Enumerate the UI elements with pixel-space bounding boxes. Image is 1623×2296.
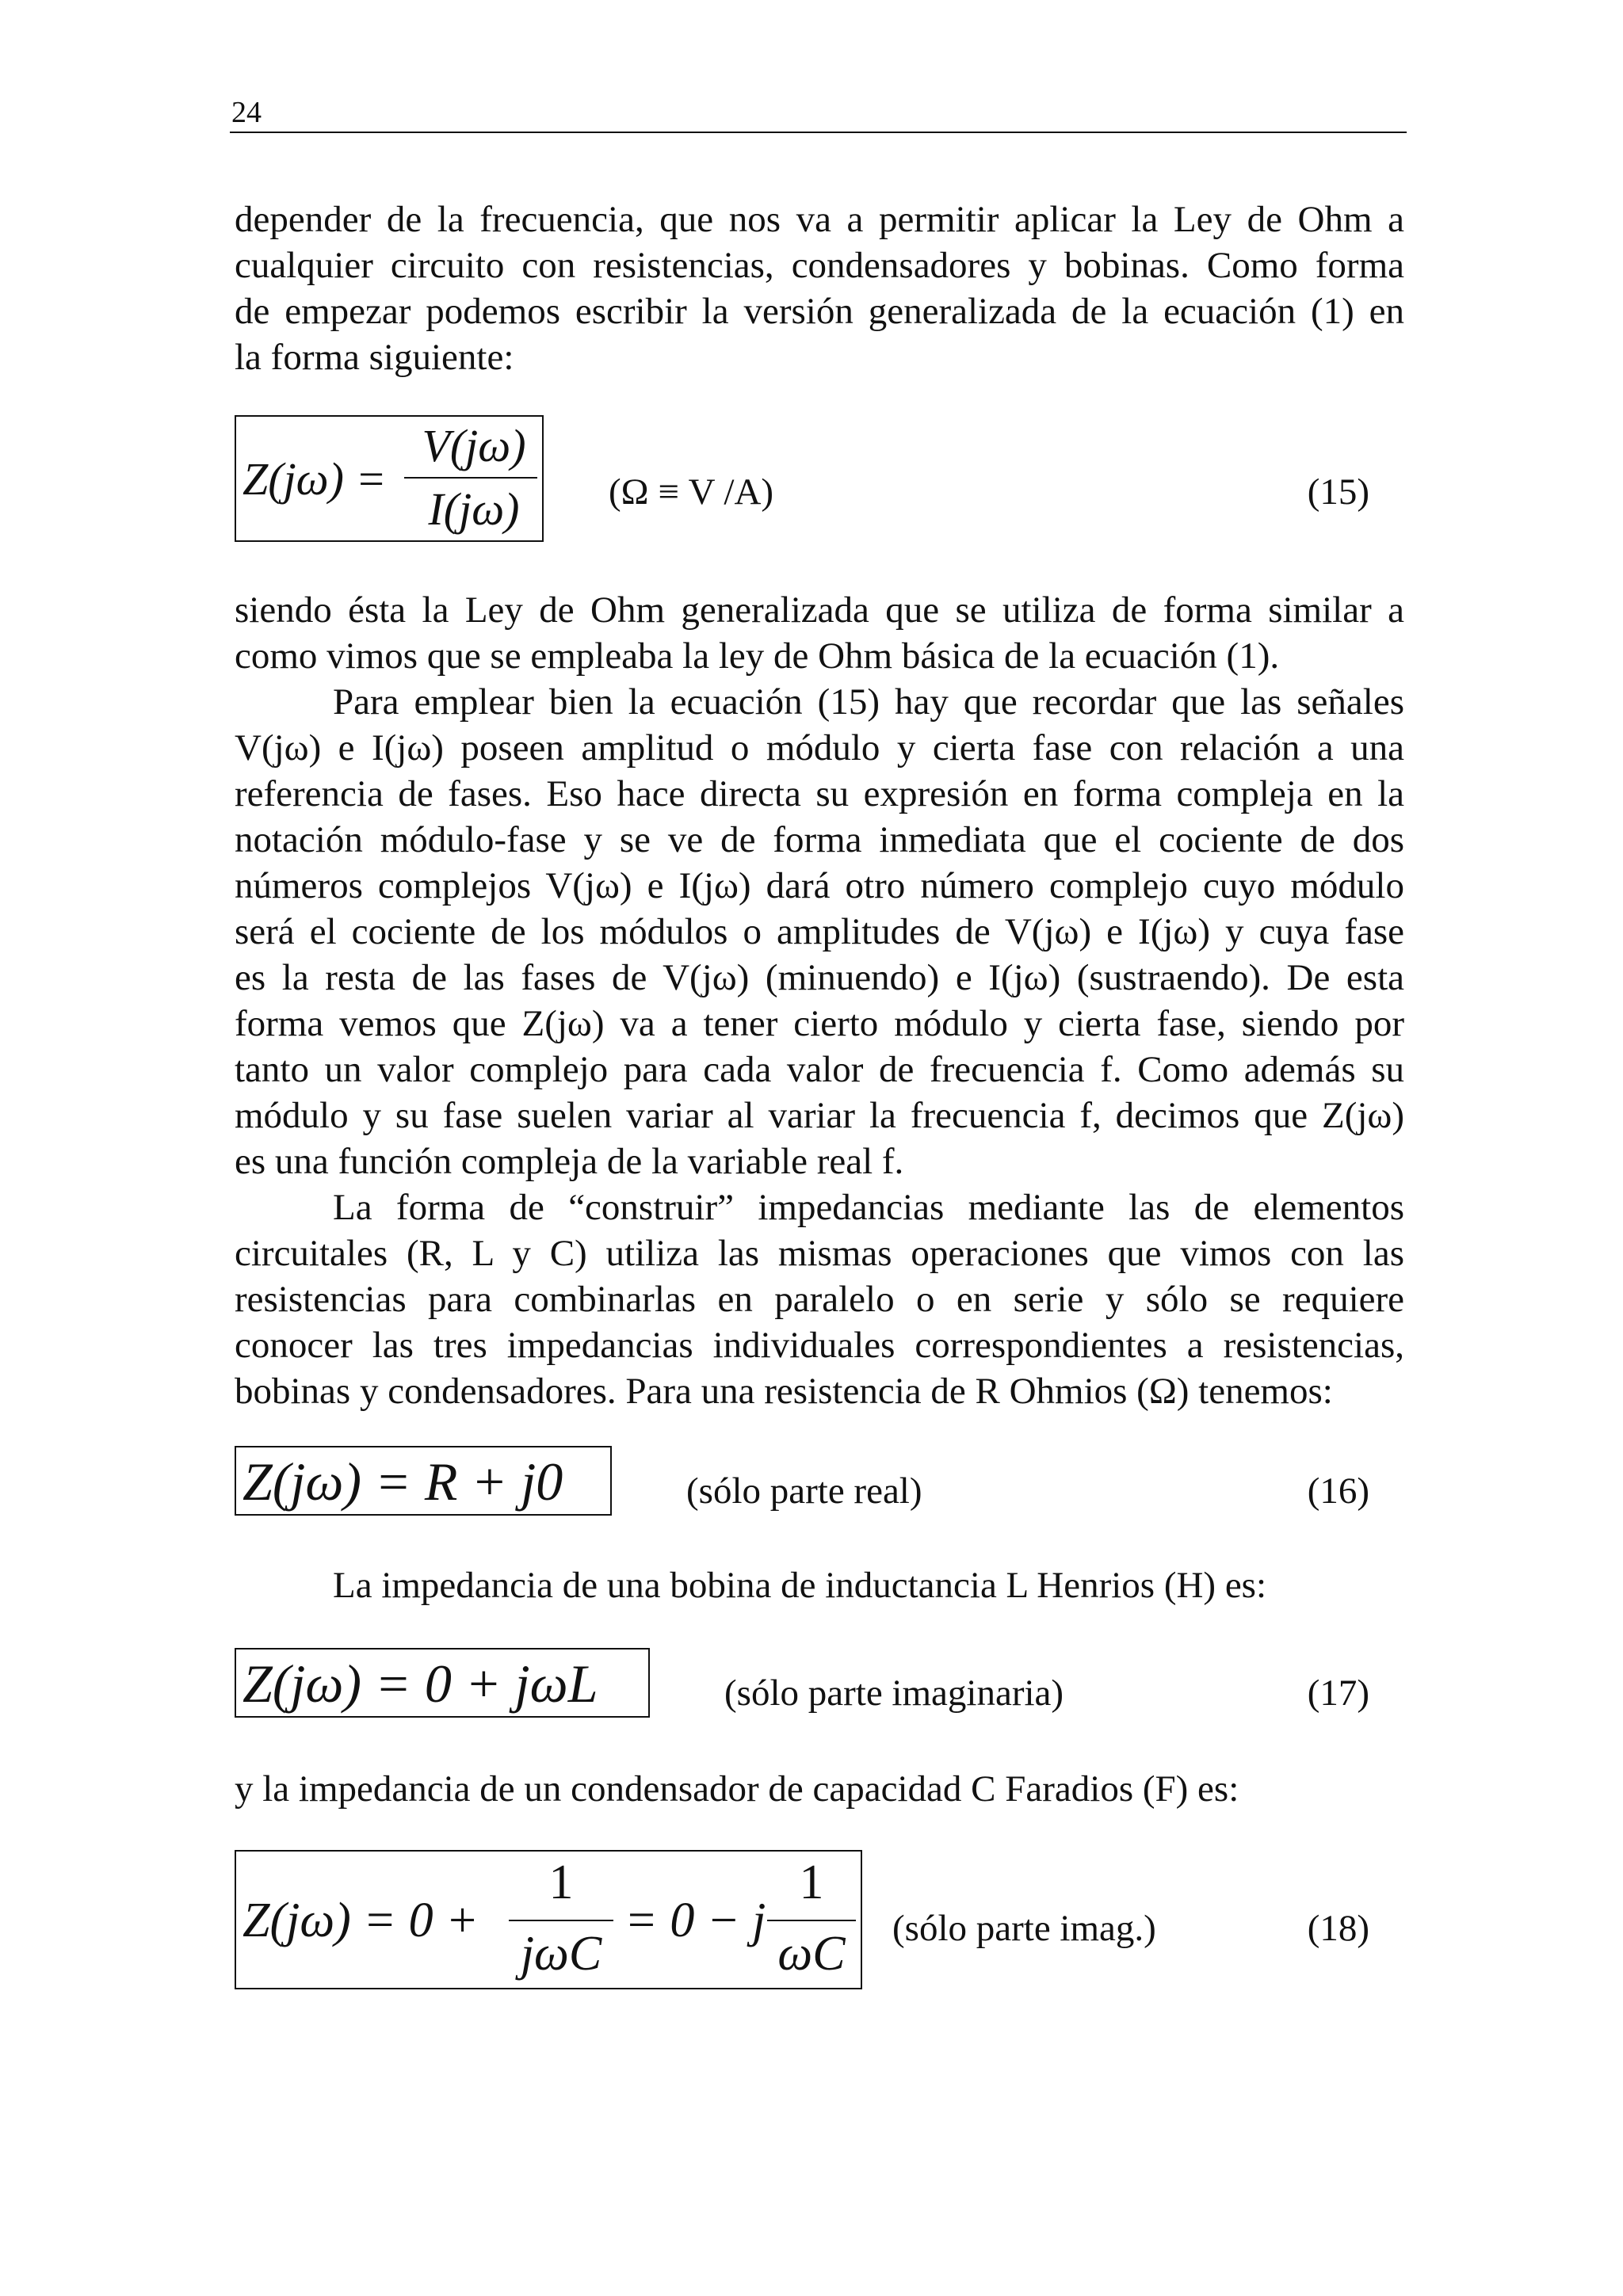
equation-17-formula: Z(jω) = 0 + jωL bbox=[242, 1653, 598, 1714]
paragraph-3 bbox=[235, 679, 1404, 1184]
text-line: bobinas y condensadores. Para una resistencia de R Ohmios (Ω) tenemos: bbox=[235, 1371, 1333, 1412]
equation-15-box bbox=[235, 415, 544, 542]
text-line: números complejos V(jω) e I(jω) dará otro número complejo cuyo módulo bbox=[235, 865, 1404, 906]
equation-18-number: (18) bbox=[1307, 1908, 1369, 1949]
equation-18-middle: = 0 − j bbox=[624, 1894, 766, 1947]
equation-17-note: (sólo parte imaginaria) bbox=[724, 1672, 1064, 1714]
paragraph-2 bbox=[235, 587, 1404, 679]
equation-17-box bbox=[235, 1648, 650, 1718]
equation-18-fraction2-numerator: 1 bbox=[799, 1855, 824, 1909]
text-line: conocer las tres impedancias individuales correspondientes a resistencias, bbox=[235, 1325, 1404, 1366]
equation-17-number: (17) bbox=[1307, 1672, 1369, 1714]
text-line: siendo ésta la Ley de Ohm generalizada que se utiliza de forma similar a bbox=[235, 589, 1404, 631]
equation-18-fraction1-numerator: 1 bbox=[548, 1855, 574, 1909]
text-line: la forma siguiente: bbox=[235, 337, 514, 378]
text-line: tanto un valor complejo para cada valor de frecuencia f. Como además su bbox=[235, 1049, 1404, 1090]
text-line: módulo y su fase suelen variar al variar la frecuencia f, decimos que Z(jω) bbox=[235, 1095, 1404, 1136]
equation-18-fraction1-denominator: jωC bbox=[520, 1927, 602, 1981]
text-line: resistencias para combinarlas en paralelo o en serie y sólo se requiere bbox=[235, 1279, 1404, 1320]
text-line: referencia de fases. Eso hace directa su expresión en forma compleja en la bbox=[235, 773, 1404, 814]
equation-15-numerator: V(jω) bbox=[422, 420, 526, 471]
header-rule bbox=[230, 132, 1407, 133]
equation-16-number: (16) bbox=[1307, 1470, 1369, 1512]
equation-16-note: (sólo parte real) bbox=[686, 1470, 922, 1512]
text-line: cualquier circuito con resistencias, condensadores y bobinas. Como forma bbox=[235, 245, 1404, 286]
text-line: es la resta de las fases de V(jω) (minuendo) e I(jω) (sustraendo). De esta bbox=[235, 957, 1404, 998]
capacitor-intro-text: y la impedancia de un condensador de capacidad C Faradios (F) es: bbox=[235, 1768, 1239, 1810]
fraction-bar bbox=[767, 1920, 856, 1921]
text-line: depender de la frecuencia, que nos va a permitir aplicar la Ley de Ohm a bbox=[235, 199, 1404, 240]
equation-15-number: (15) bbox=[1307, 471, 1369, 513]
text-line: de empezar podemos escribir la versión generalizada de la ecuación (1) en bbox=[235, 291, 1404, 332]
paragraph-1 bbox=[235, 196, 1404, 380]
text-line: La forma de “construir” impedancias mediante las de elementos bbox=[333, 1187, 1404, 1228]
paragraph-4 bbox=[235, 1184, 1404, 1414]
equation-16-box bbox=[235, 1446, 612, 1516]
equation-16-formula: Z(jω) = R + j0 bbox=[242, 1451, 563, 1512]
equation-18-note: (sólo parte imag.) bbox=[892, 1908, 1156, 1949]
text-line: V(jω) e I(jω) poseen amplitud o módulo y cierta fase con relación a una bbox=[235, 727, 1404, 769]
text-line: como vimos que se empleaba la ley de Ohm básica de la ecuación (1). bbox=[235, 635, 1280, 677]
inductor-intro-text: La impedancia de una bobina de inductancia L Henrios (H) es: bbox=[333, 1565, 1267, 1606]
text-line: forma vemos que Z(jω) va a tener cierto módulo y cierta fase, siendo por bbox=[235, 1003, 1404, 1044]
page-number: 24 bbox=[231, 96, 262, 129]
fraction-bar bbox=[509, 1920, 613, 1921]
text-line: Para emplear bien la ecuación (15) hay que recordar que las señales bbox=[333, 681, 1404, 723]
text-line: será el cociente de los módulos o amplitudes de V(jω) e I(jω) y cuya fase bbox=[235, 911, 1404, 952]
equation-18-lhs: Z(jω) = 0 + bbox=[242, 1894, 479, 1947]
text-line: es una función compleja de la variable real f. bbox=[235, 1141, 904, 1182]
equation-15-lhs: Z(jω) = bbox=[242, 453, 387, 505]
text-line: circuitales (R, L y C) utiliza las mismas operaciones que vimos con las bbox=[235, 1233, 1404, 1274]
equation-18-fraction2-denominator: ωC bbox=[777, 1927, 846, 1981]
equation-18-box bbox=[235, 1850, 862, 1989]
equation-15-units-note: (Ω ≡ V /A) bbox=[609, 471, 774, 513]
equation-15-denominator: I(jω) bbox=[428, 483, 520, 535]
fraction-bar bbox=[404, 477, 537, 479]
text-line: notación módulo-fase y se ve de forma inmediata que el cociente de dos bbox=[235, 819, 1404, 860]
